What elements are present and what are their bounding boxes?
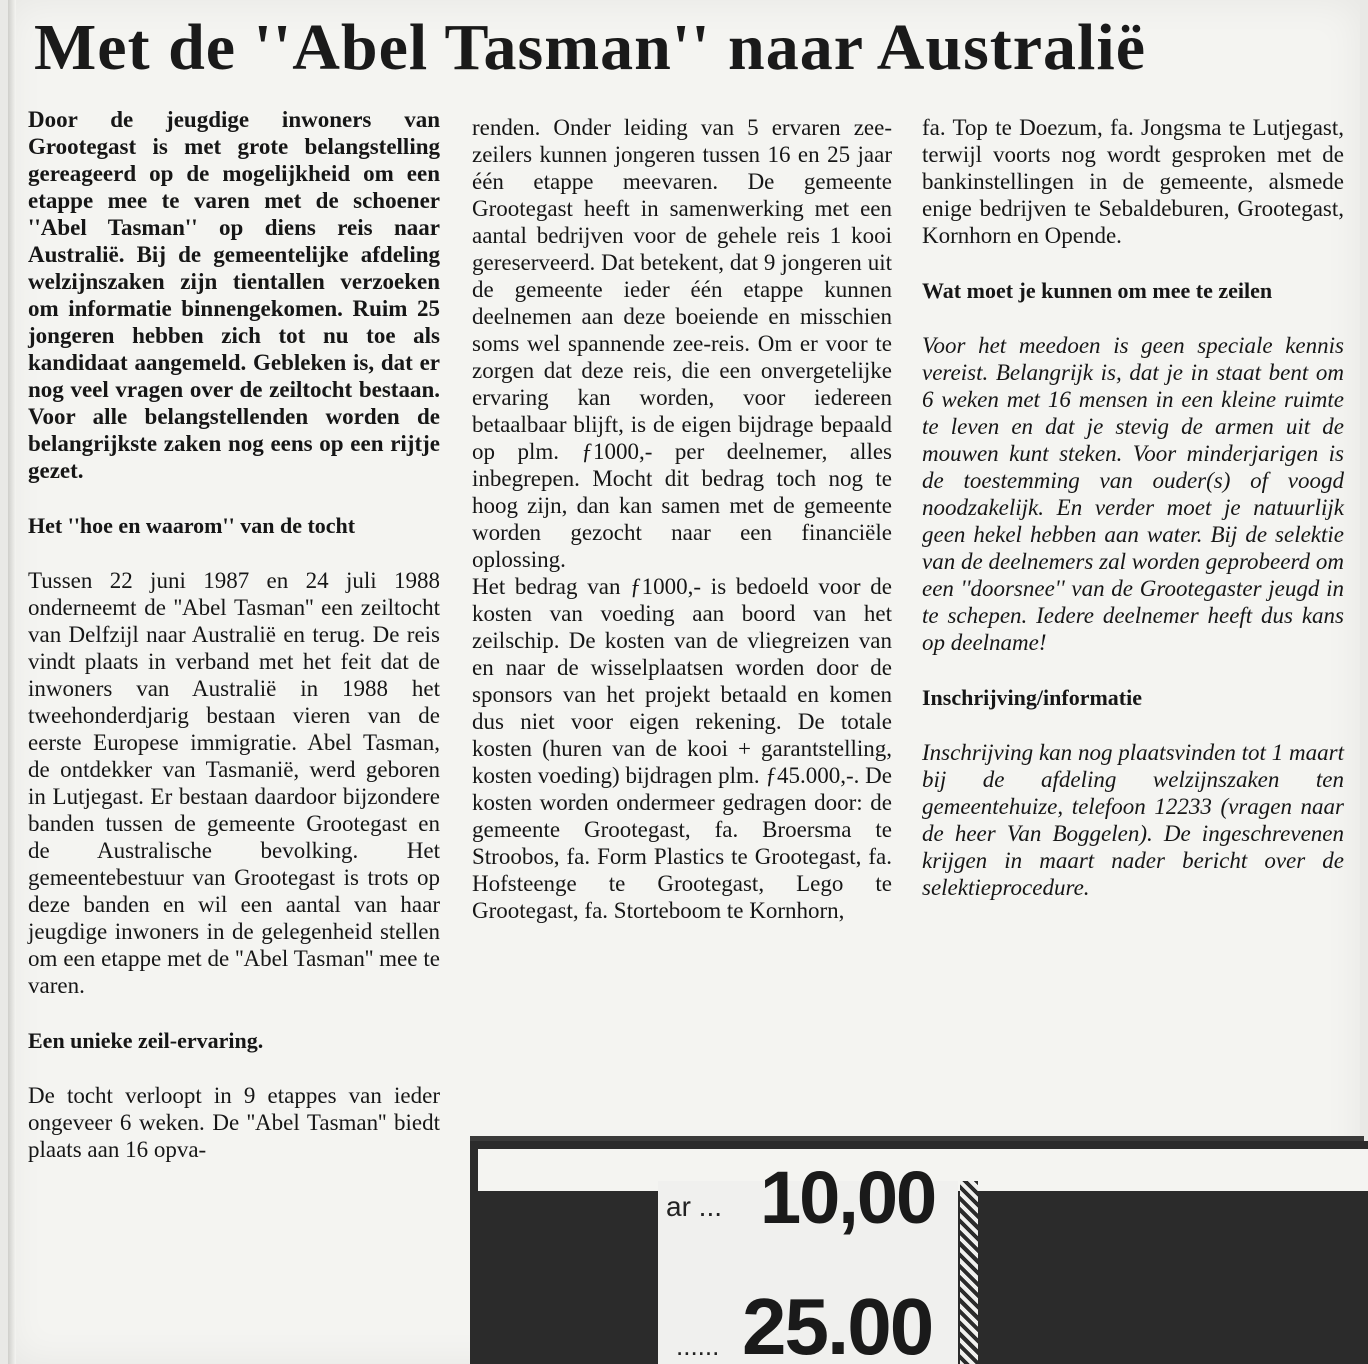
ad-dots: ...... [676,1331,720,1361]
paragraph-opvarenden: renden. Onder leiding van 5 ervaren zee-zeilers kunnen jongeren tussen 16 en 25 jaar één etappe meevaren. De gemeente Grootegast heeft in samenwerking met een aantal bedrijven voor de gehele reis 1 kooi gereserveerd. Dat betekent, dat 9 jongeren uit de gemeente ieder één etappe kunnen deelnemen aan deze boeiende en misschien soms wel spannende zee-reis. Om er voor te zorgen dat deze reis, die een onvergetelijke ervaring kan worden, voor iedereen betaalbaar blijft, is de eigen bijdrage bepaald op plm. ƒ1000,- per deelnemer, alles inbegrepen. Mocht dit bedrag toch nog te hoog zijn, dan kan samen met de gemeente worden gezocht naar een financiële oplossing. [472,115,892,572]
paper-fold-edge [8,0,16,1364]
paragraph-kosten: Het bedrag van ƒ1000,- is bedoeld voor de kosten van voeding aan boord van het zeilschip. De kosten van de vliegreizen van en naar de wisselplaatsen worden door de sponsors van het projekt betaald en komen dus niet voor eigen rekening. De totale kosten (huren van de kooi + garantstelling, kosten voeding) bijdragen plm. ƒ45.000,-. De kosten worden ondermeer gedragen door: de gemeente Grootegast, fa. Broersma te Stroobos, fa. Form Plastics te Grootegast, fa. Hofsteenge te Grootegast, Lego te Grootegast, fa. Storteboom te Kornhorn, [472,574,892,923]
ad-price-upper: 10,00 [760,1156,936,1239]
paragraph-sponsors: fa. Top te Doezum, fa. Jongsma te Lutjegast, terwijl voorts nog wordt gesproken met de bankinstellingen in de gemeente, alsmede enige bedrijven te Sebaldeburen, Grootegast, Kornhorn en Opende. [922,115,1344,248]
article-intro: Door de jeugdige inwoners van Grootegast is met grote belangstelling gereageerd op de mogelijkheid om een etappe mee te varen met de schoener ''Abel Tasman'' op diens reis naar Australië. Bij de gemeentelijke afdeling welzijnszaken zijn tientallen verzoeken om informatie binnengekomen. Ruim 25 jongeren hebben zich tot nu toe als kandidaat aangemeld. Gebleken is, dat er nog veel vragen over de zeiltocht bestaan. Voor alle belangstellenden worden de belangrijkste zaken nog eens op een rijtje gezet. [28,107,440,483]
article-column-1 [28,106,440,1163]
section-heading-hoe-en-waarom: Het ''hoe en waarom'' van de tocht [28,513,356,538]
torn-edge-pattern [960,1181,978,1364]
section-heading-inschrijving: Inschrijving/informatie [922,685,1142,710]
article-headline: Met de ''Abel Tasman'' naar Australië [34,11,1147,84]
section-heading-wat-moet-je-kunnen: Wat moet je kunnen om mee te zeilen [922,278,1273,303]
paragraph-etappes: De tocht verloopt in 9 etappes van ieder ongeveer 6 weken. De ''Abel Tasman'' biedt plaats aan 16 opva- [28,1083,440,1162]
article-column-3 [922,114,1344,901]
ad-prefix-text: ar ... [666,1191,723,1222]
paragraph-vereisten: Voor het meedoen is geen speciale kennis vereist. Belangrijk is, dat je in staat bent om 6 weken met 16 mensen in een kleine ruimte te leven en dat je stevig de armen uit de mouwen kunt steken. Voor minderjarigen is de toestemming van ouder(s) of voogd noodzakelijk. En verder moet je natuurlijk geen hekel hebben aan water. Bij de selektie van de deelnemers zal worden geprobeerd om een ''doorsnee'' van de Grootegaster jeugd in te schepen. Iedere deelnemer heeft dus kans op deelname! [922,333,1344,655]
advertisement-fragment [470,1141,1368,1364]
paragraph-inschrijving: Inschrijving kan nog plaatsvinden tot 1 maart bij de afdeling welzijnszaken ten gemeentehuize, telefoon 12233 (vragen naar de heer Van Boggelen). De ingeschrevenen krijgen in maart nader bericht over de selektieprocedure. [922,740,1344,900]
article-column-2 [472,114,892,924]
paragraph-tocht: Tussen 22 juni 1987 en 24 juli 1988 onderneemt de ''Abel Tasman'' een zeiltocht van Delfzijl naar Australië en terug. De reis vindt plaats in verband met het feit dat de inwoners van Australië in 1988 het tweehonderdjarig bestaan vieren van de eerste Europese immigratie. Abel Tasman, de ontdekker van Tasmanië, werd geboren in Lutjegast. Er bestaan daardoor bijzondere banden tussen de gemeente Grootegast en de Australische bevolking. Het gemeentebestuur van Grootegast is trots op deze banden en wil een aantal van haar jeugdige inwoners in de gelegenheid stellen om een etappe met de ''Abel Tasman'' mee te varen. [28,568,440,998]
section-heading-zeil-ervaring: Een unieke zeil-ervaring. [28,1028,264,1053]
ad-price-lower: 25.00 [742,1282,933,1364]
